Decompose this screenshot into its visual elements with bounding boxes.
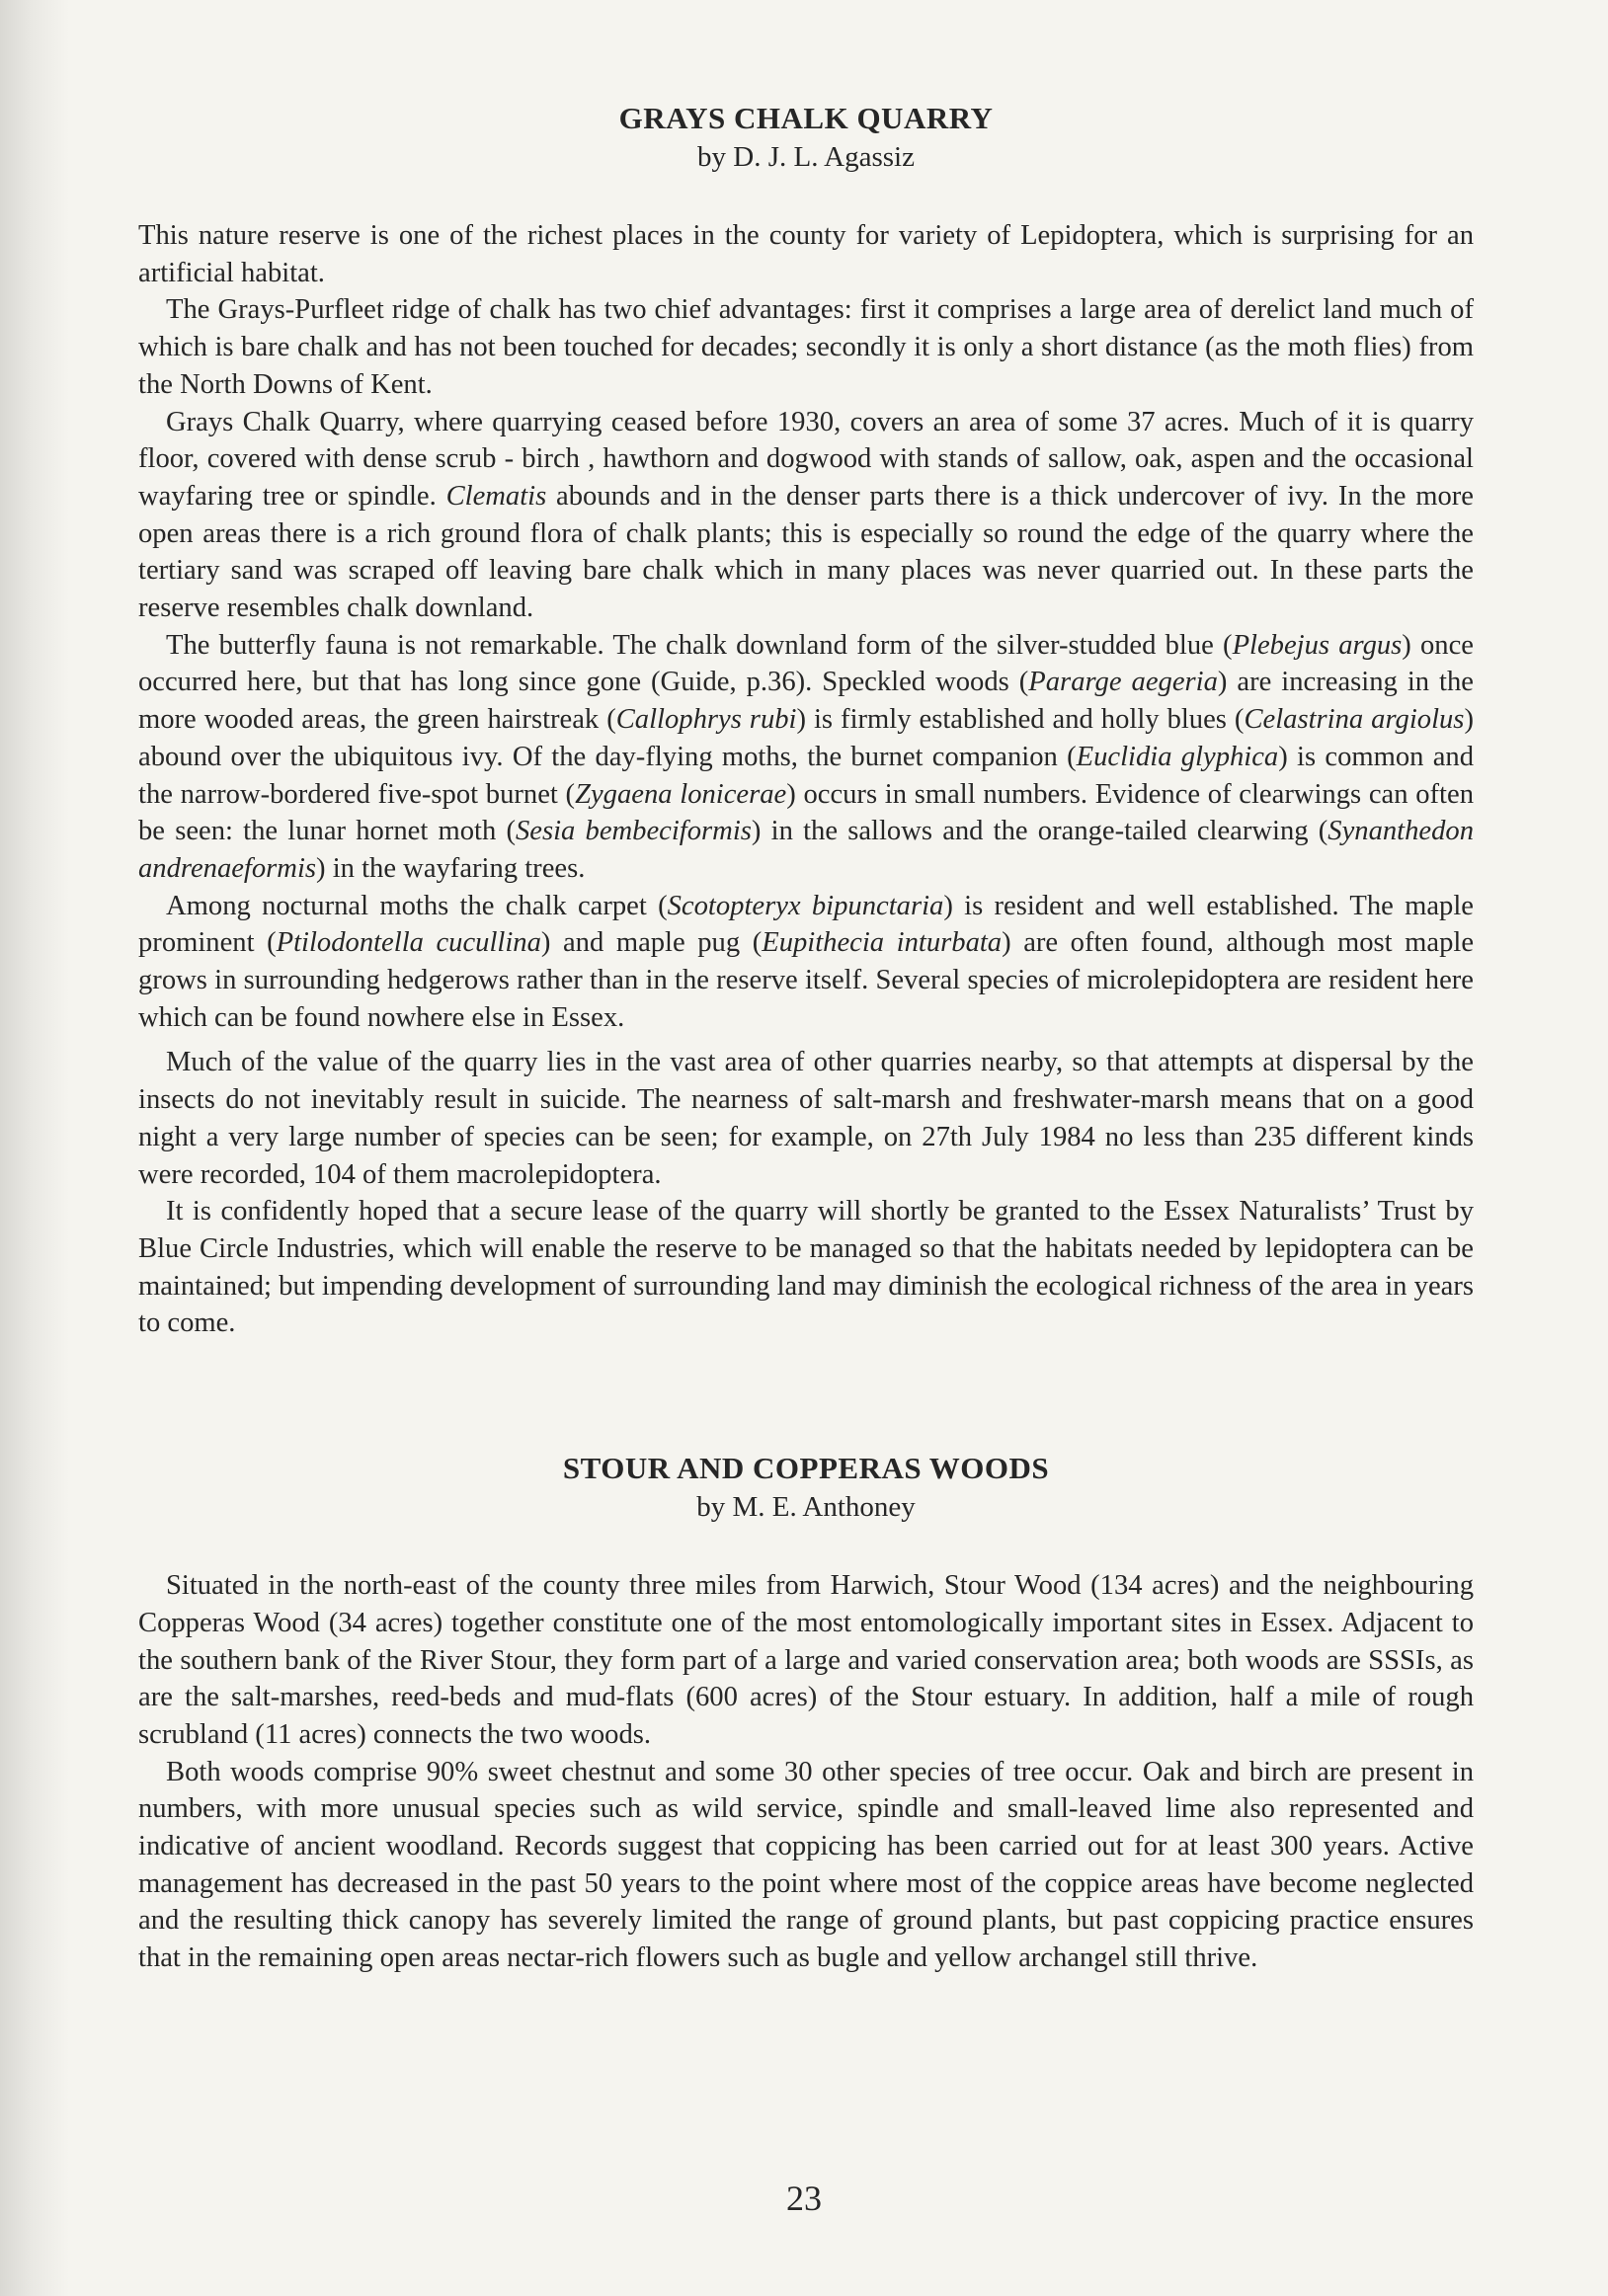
section-stour-and-copperas-woods: [138, 1449, 1474, 1977]
section-title: STOUR AND COPPERAS WOODS: [562, 1451, 1050, 1486]
paragraph: Much of the value of the quarry lies in the vast area of other quarries nearby, so that attempts at dispersal by the insects do not inevitably result in suicide. The nearness of salt-marsh and freshwater-marsh means that on a good night a very large number of species can be seen; for example, on 27th July 1984 no less than 235 different kinds were recorded, 104 of them macrolepidoptera.: [138, 1047, 1474, 1190]
section-grays-chalk-quarry: [138, 99, 1474, 1342]
section-divider: [138, 1342, 1474, 1449]
section-byline: by M. E. Anthoney: [696, 1491, 916, 1524]
section-title: GRAYS CHALK QUARRY: [618, 101, 994, 135]
paragraph: Both woods comprise 90% sweet chestnut and some 30 other species of tree occur. Oak and birch are present in numbers, with more unusual species such as wild service, spindle and small-leaved lime also represented and indicative of ancient woodland. Records suggest that coppicing has been carried out for at least 300 years. Active management has decreased in the past 50 years to the point where most of the coppice areas have become neglected and the resulting thick canopy has severely limited the range of ground plants, but past coppicing practice ensures that in the remaining open areas nectar-rich flowers such as bugle and yellow archangel still thrive.: [138, 1756, 1474, 1974]
page-number: 23: [786, 2178, 822, 2218]
page-content: [138, 99, 1474, 1977]
paragraph: It is confidently hoped that a secure lease of the quarry will shortly be granted to the Essex Naturalists’ Trust by Blue Circle Industries, which will enable the reserve to be managed so that the habitats needed by lepidoptera can be maintained; but impending development of surrounding land may diminish the ecological richness of the area in years to come.: [138, 1196, 1474, 1339]
paragraph: Situated in the north-east of the county three miles from Harwich, Stour Wood (134 acres) and the neighbouring Copperas Wood (34 acres) together constitute one of the most entomologically important sites in Essex. Adjacent to the southern bank of the River Stour, they form part of a large and varied conservation area; both woods are SSSIs, as are the salt-marshes, reed-beds and mud-flats (600 acres) of the Stour estuary. In addition, half a mile of rough scrubland (11 acres) connects the two woods.: [138, 1570, 1474, 1750]
paragraph: Grays Chalk Quarry, where quarrying ceased before 1930, covers an area of some 37 acres. Much of it is quarry floor, covered with dense scrub - birch , hawthorn and dogwood with stands of sallow, oak, aspen and the occasional wayfaring tree or spindle. Clematis abounds and in the denser parts there is a thick undercover of ivy. In the more open areas there is a rich ground flora of chalk plants; this is especially so round the edge of the quarry where the tertiary sand was scraped off leaving bare chalk which in many places was never quarried out. In these parts the reserve resembles chalk downland.: [138, 406, 1474, 624]
paragraph: The Grays-Purfleet ridge of chalk has two chief advantages: first it comprises a large area of derelict land much of which is bare chalk and has not been touched for decades; secondly it is only a short distance (as the moth flies) from the North Downs of Kent.: [138, 294, 1474, 400]
paragraph: The butterfly fauna is not remarkable. The chalk downland form of the silver-studded blue (Plebejus argus) once occurred here, but that has long since gone (Guide, p.36). Speckled woods (Pararge aegeria) are increasing in the more wooded areas, the green hairstreak (Callophrys rubi) is firmly established and holly blues (Celastrina argiolus) abound over the ubiquitous ivy. Of the day-flying moths, the burnet companion (Euclidia glyphica) is common and the narrow-bordered five-spot burnet (Zygaena lonicerae) occurs in small numbers. Evidence of clearwings can often be seen: the lunar hornet moth (Sesia bembeciformis) in the sallows and the orange-tailed clearwing (Synanthedon andrenaeformis) in the wayfaring trees.: [138, 629, 1475, 884]
paragraph: Among nocturnal moths the chalk carpet (Scotopteryx bipunctaria) is resident and well established. The maple prominent (Ptilodontella cucullina) and maple pug (Eupithecia inturbata) are often found, although most maple grows in surrounding hedgerows rather than in the reserve itself. Several species of microlepidoptera are resident here which can be found nowhere else in Essex.: [138, 890, 1475, 1033]
page-edge-shadow: [0, 0, 69, 2296]
paragraph: This nature reserve is one of the richest places in the county for variety of Lepidoptera, which is surprising for an artificial habitat.: [138, 220, 1474, 288]
section-byline: by D. J. L. Agassiz: [697, 141, 915, 173]
